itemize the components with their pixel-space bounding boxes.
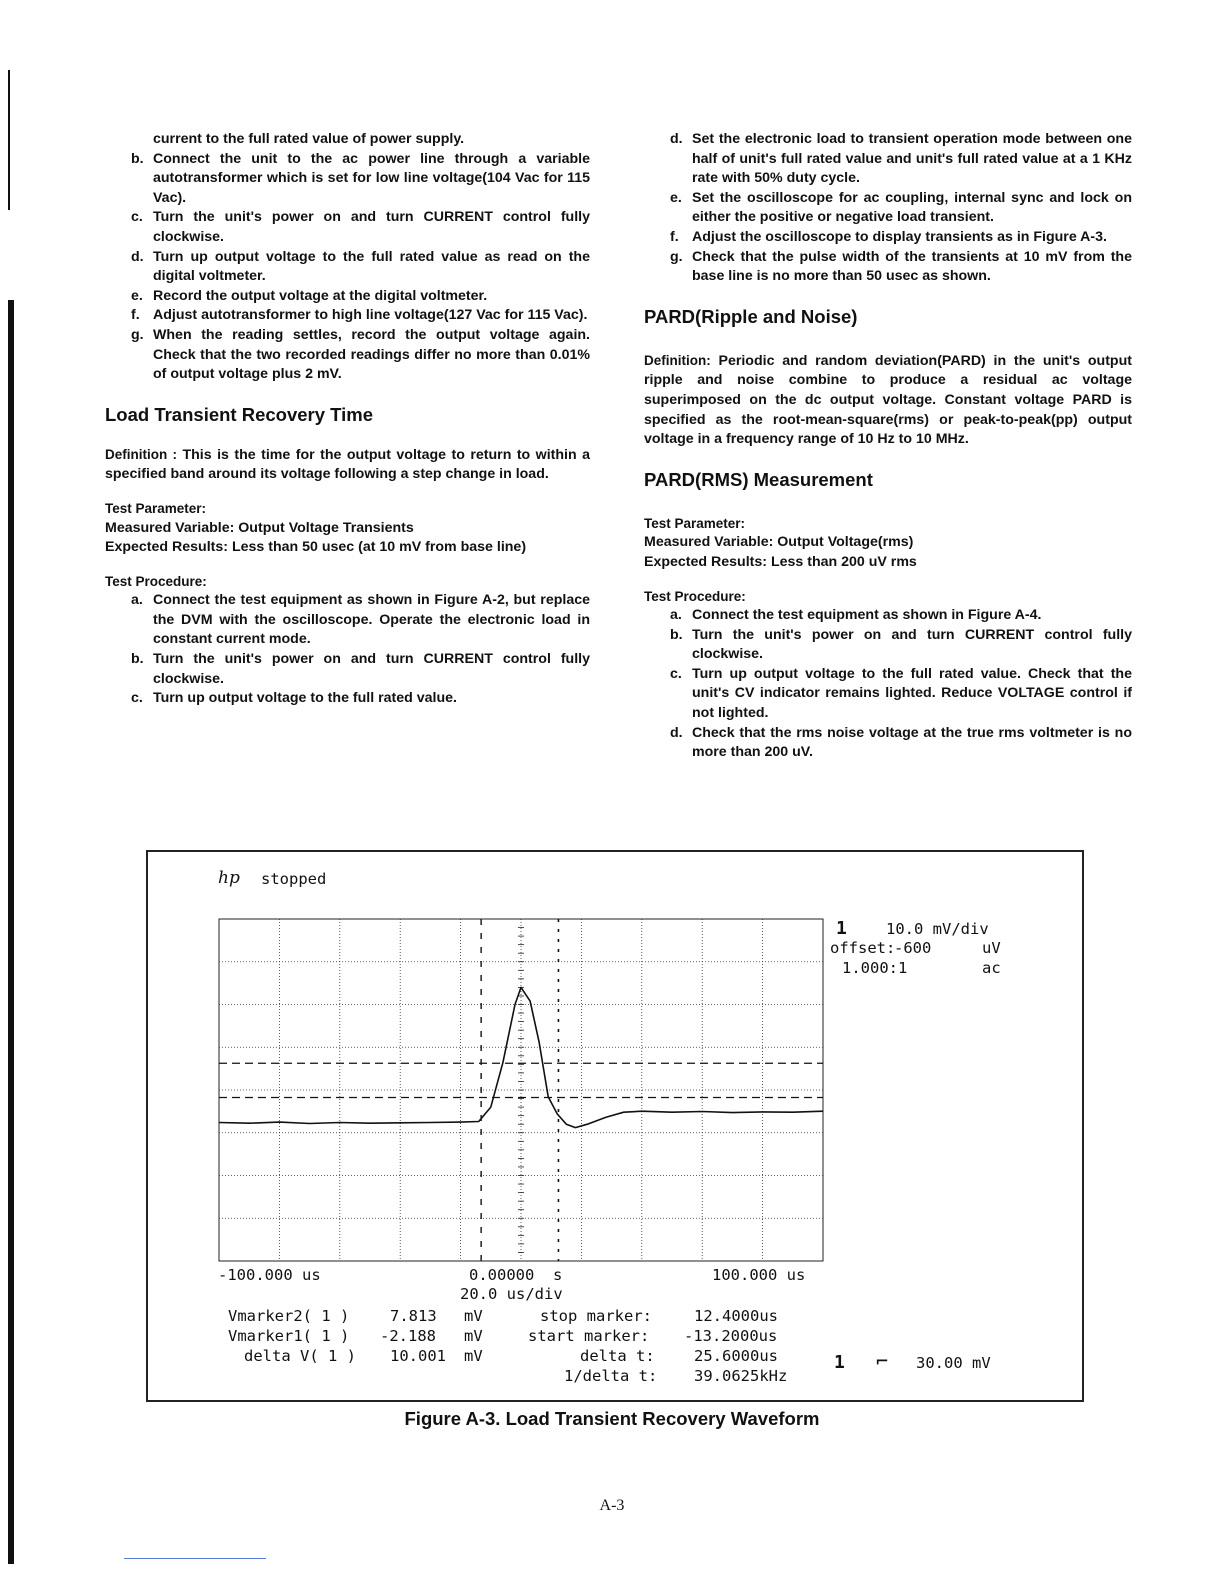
vmarker2-label: Vmarker2( 1 ): [228, 1307, 350, 1325]
left-column: [105, 130, 590, 709]
steps-list-3: [644, 130, 1132, 287]
vmarker2-value: 7.813: [390, 1307, 437, 1325]
delta-t-value: 25.6000us: [694, 1347, 778, 1365]
coupling: ac: [982, 959, 1001, 977]
intro-line: current to the full rated value of power supply.: [153, 131, 465, 147]
scan-edge-mark: [8, 70, 10, 210]
page-number: A-3: [599, 1497, 625, 1514]
list-item: c. Turn up output voltage to the full rated value. Check that the unit's CV indicator remains lighted. Reduce VOLTAGE control if not lighted.: [670, 665, 1132, 722]
list-item: g. When the reading settles, record the output voltage again. Check that the two recorded readings differ no more than 0.01% of output voltage plus 2 mV.: [131, 326, 590, 383]
section-heading-pard: PARD(Ripple and Noise): [644, 305, 858, 327]
figure-caption: Figure A-3. Load Transient Recovery Waveform: [404, 1408, 820, 1429]
delta-v-label: delta V( 1 ): [244, 1347, 356, 1365]
vertical-scale: 10.0 mV/div: [886, 920, 989, 938]
x-axis-left-label: -100.000 us: [218, 1266, 321, 1284]
x-axis-center-label: 0.00000 s: [469, 1266, 563, 1284]
test-procedure-label: Test Procedure:: [105, 573, 207, 589]
definition: Definition: Periodic and random deviation(PARD) in the unit's output ripple and noise combine to produce a residual ac voltage superimposed on the dc output voltage. Constant voltage PARD is specified as the root-mean-square(rms) or peak-to-peak(pp) output voltage in a frequency range of 10 Hz to 10 MHz.: [644, 352, 1132, 448]
list-item: d. Turn up output voltage to the full rated value as read on the digital voltmeter.: [131, 248, 590, 285]
right-column: [644, 130, 1132, 763]
vmarker1-unit: mV: [464, 1327, 483, 1345]
oscilloscope-screen: [146, 850, 1084, 1402]
start-marker-value: -13.2000us: [684, 1327, 778, 1345]
vmarker1-value: -2.188: [380, 1327, 436, 1345]
vmarker2-unit: mV: [464, 1307, 483, 1325]
vmarker1-label: Vmarker1( 1 ): [228, 1327, 350, 1345]
definition: Definition : This is the time for the output voltage to return to within a specified band around its voltage following a step change in load.: [105, 446, 590, 483]
list-item: f. Adjust autotransformer to high line voltage(127 Vac for 115 Vac).: [131, 307, 588, 324]
scope-status: stopped: [261, 870, 327, 888]
trigger-slope-icon: ⌐: [876, 1349, 889, 1373]
steps-list-2: [105, 591, 590, 709]
trigger-channel: 1: [834, 1352, 845, 1373]
list-item: b. Connect the unit to the ac power line through a variable autotransformer which is set for low line voltage(104 Vac for 115 Vac).: [131, 150, 590, 206]
timebase: 20.0 us/div: [460, 1285, 563, 1303]
section-heading-pard-rms: PARD(RMS) Measurement: [644, 468, 873, 490]
list-item: b. Turn the unit's power on and turn CURRENT control fully clockwise.: [670, 626, 1132, 663]
stop-marker-label: stop marker:: [540, 1307, 652, 1325]
probe-ratio: 1.000:1: [842, 959, 908, 977]
delta-v-unit: mV: [464, 1347, 483, 1365]
offset-unit: uV: [982, 939, 1001, 957]
trigger-level: 30.00 mV: [916, 1354, 991, 1372]
test-parameter-label: Test Parameter:: [644, 515, 746, 531]
hp-logo: hp: [218, 868, 240, 888]
measured-variable: Measured Variable: Output Voltage Transients: [105, 519, 414, 536]
x-axis-right-label: 100.000 us: [712, 1266, 806, 1284]
offset-value: -600: [894, 939, 932, 957]
offset-label: offset:: [830, 939, 896, 957]
channel-number: 1: [836, 918, 847, 939]
test-parameter-label: Test Parameter:: [105, 500, 207, 516]
inv-delta-t-label: 1/delta t:: [564, 1367, 658, 1385]
inv-delta-t-value: 39.0625kHz: [694, 1367, 788, 1385]
steps-list-4: [644, 606, 1132, 763]
section-heading-load-transient: Load Transient Recovery Time: [105, 403, 374, 425]
delta-t-label: delta t:: [580, 1347, 655, 1365]
list-item: d. Check that the rms noise voltage at the true rms voltmeter is no more than 200 uV.: [670, 724, 1132, 761]
list-item: c. Turn the unit's power on and turn CURRENT control fully clockwise.: [131, 209, 590, 245]
list-item: a. Connect the test equipment as shown in Figure A-2, but replace the DVM with the oscilloscope. Operate the electronic load in constant current mode.: [131, 592, 590, 648]
start-marker-label: start marker:: [528, 1327, 650, 1345]
expected-results: Expected Results: Less than 200 uV rms: [644, 553, 917, 570]
delta-v-value: 10.001: [390, 1347, 446, 1365]
stop-marker-value: 12.4000us: [694, 1307, 778, 1325]
steps-list-1: [105, 150, 590, 385]
footer-rule: [124, 1558, 266, 1559]
expected-results: Expected Results: Less than 50 usec (at 10 mV from base line): [105, 539, 527, 556]
list-item: d. Set the electronic load to transient operation mode between one half of unit's full rated value and unit's full rated value at a 1 KHz rate with 50% duty cycle.: [670, 131, 1132, 187]
list-item: a. Connect the test equipment as shown in Figure A-4.: [670, 607, 1042, 624]
list-item: b. Turn the unit's power on and turn CURRENT control fully clockwise.: [131, 651, 590, 687]
list-item: c. Turn up output voltage to the full rated value.: [131, 690, 457, 707]
waveform-plot: [218, 918, 824, 1262]
list-item: g. Check that the pulse width of the transients at 10 mV from the base line is no more than 50 usec as shown.: [670, 248, 1132, 285]
list-item: e. Set the oscilloscope for ac coupling, internal sync and lock on either the positive or negative load transient.: [670, 189, 1132, 226]
list-item: f. Adjust the oscilloscope to display transients as in Figure A-3.: [670, 228, 1107, 245]
measured-variable: Measured Variable: Output Voltage(rms): [644, 534, 914, 551]
test-procedure-label: Test Procedure:: [644, 588, 746, 604]
scan-edge-bar: [8, 300, 14, 1564]
list-item: e. Record the output voltage at the digital voltmeter.: [131, 287, 488, 304]
